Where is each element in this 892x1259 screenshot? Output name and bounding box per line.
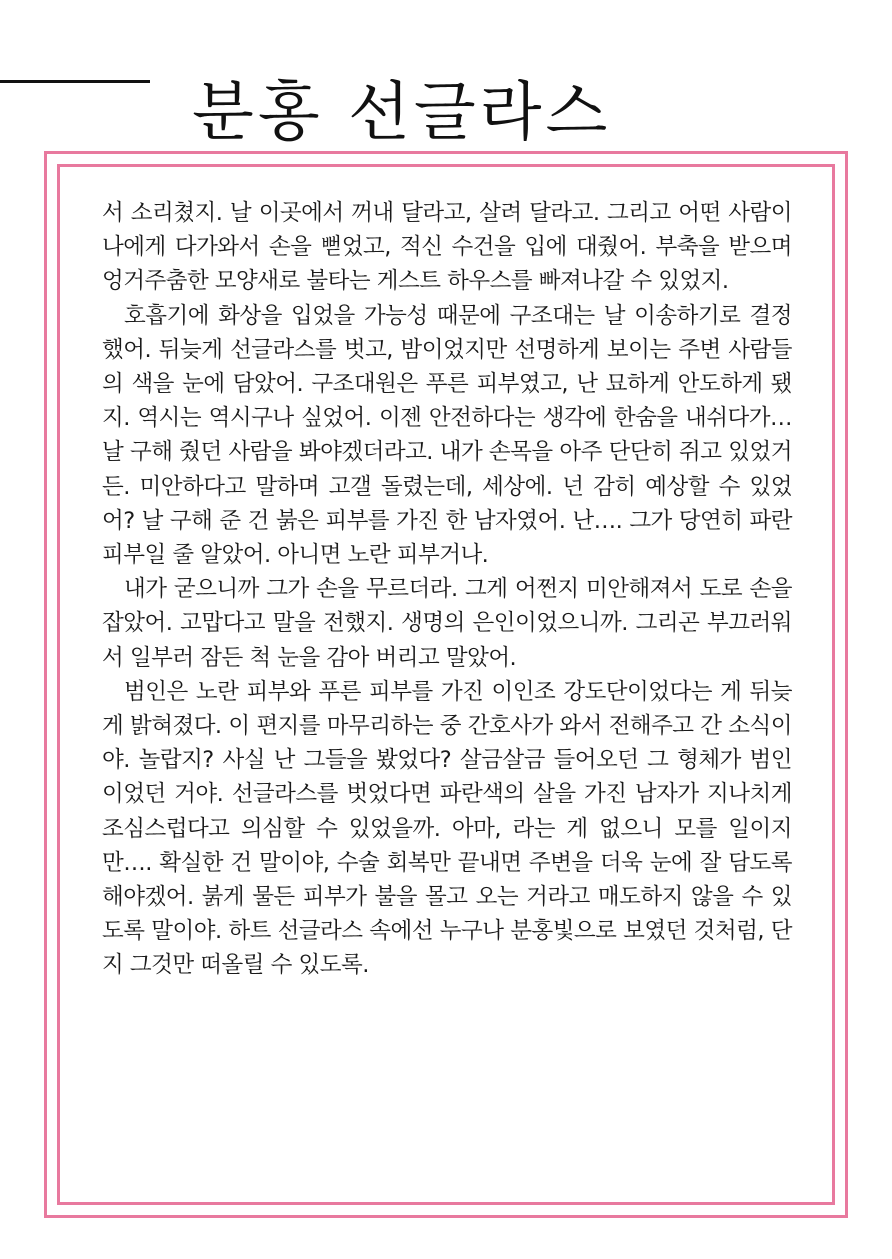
paragraph: 서 소리쳤지. 날 이곳에서 꺼내 달라고, 살려 달라고. 그리고 어떤 사람이 나에게 다가와서 손을 뻗었고, 적신 수건을 입에 대줬어. 부축을 받으며 엉거주춤한 모양새로 불타는 게스트 하우스를 빠져나갈 수 있었지. xyxy=(102,200,792,295)
paragraph: 범인은 노란 피부와 푸른 피부를 가진 이인조 강도단이었다는 게 뒤늦게 밝혀졌다. 이 편지를 마무리하는 중 간호사가 와서 전해주고 간 소식이야. 놀랍지? 사실 난 그들을 봤었다? 살금살금 들어오던 그 형체가 범인이었던 거야. 선글라스를 벗었다면 파란색의 살을 가진 남자가 지나치게 조심스럽다고 의심할 수 있었을까. 아마, 라는 게 없으니 모를 일이지만…. 확실한 건 말이야, 수술 회복만 끝내면 주변을 더욱 눈에 잘 담도록 해야겠어. 붉게 물든 피부가 불을 몰고 오는 거라고 매도하지 않을 수 있도록 말이야. 하트 선글라스 속에선 누구나 분홍빛으로 보였던 것처럼, 단지 그것만 떠올릴 수 있도록. xyxy=(102,678,792,979)
page-title: 분홍 선글라스 xyxy=(192,75,612,150)
title-rule xyxy=(0,80,150,83)
paragraph: 호흡기에 화상을 입었을 가능성 때문에 구조대는 날 이송하기로 결정했어. 뒤늦게 선글라스를 벗고, 밤이었지만 선명하게 보이는 주변 사람들의 색을 눈에 담았어. 구조대원은 푸른 피부였고, 난 묘하게 안도하게 됐지. 역시는 역시구나 싶었어. 이젠 안전하다는 생각에 한숨을 내쉬다가… 날 구해 줬던 사람을 봐야겠더라고. 내가 손목을 아주 단단히 쥐고 있었거든. 미안하다고 말하며 고갤 돌렸는데, 세상에. 넌 감히 예상할 수 있었어? 날 구해 준 건 붉은 피부를 가진 한 남자였어. 난…. 그가 당연히 파란 피부일 줄 알았어. 아니면 노란 피부거나. xyxy=(102,302,792,569)
paragraph: 내가 굳으니까 그가 손을 무르더라. 그게 어쩐지 미안해져서 도로 손을 잡았어. 고맙다고 말을 전했지. 생명의 은인이었으니까. 그리곤 부끄러워서 일부러 잠든 척 눈을 감아 버리고 말았어. xyxy=(102,576,792,671)
letter-body xyxy=(102,196,792,983)
